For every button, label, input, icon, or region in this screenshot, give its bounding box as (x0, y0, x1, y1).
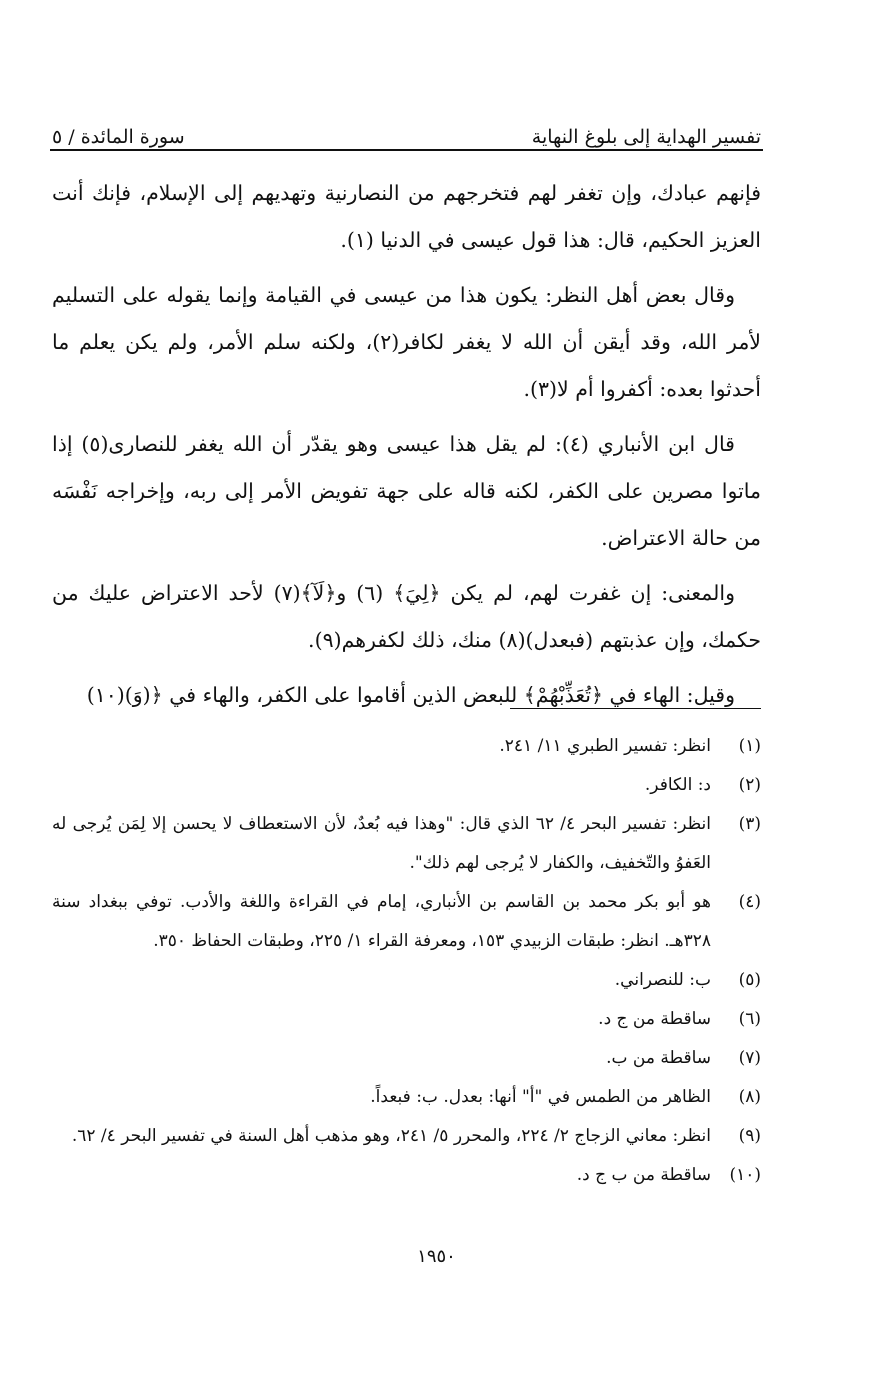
footnote-text: الظاهر من الطمس في "أ" أنها: بعدل. ب: فبعداً. (370, 1087, 711, 1107)
footnote (52, 766, 761, 805)
footnotes (52, 727, 761, 1195)
footnote-text: ساقطة من ب. (606, 1048, 711, 1068)
surah-label: سورة المائدة / ٥ (52, 126, 185, 148)
running-header (52, 108, 761, 148)
footnote-number: (٧) (738, 1048, 761, 1068)
footnote-text: هو أبو بكر محمد بن القاسم بن الأنباري، إمام في القراءة واللغة والأدب. توفي ببغداد سنة ٣٢٨هـ. انظر: طبقات الزبيدي ١٥٣، ومعرفة القراء ١/ ٢٢٥، وطبقات الحفاظ ٣٥٠. (52, 892, 711, 951)
footnote-text: انظر: تفسير البحر ٤/ ٦٢ الذي قال: "وهذا فيه بُعدٌ، لأن الاستعطاف لا يحسن إلا لِمَن يُرجى له العَفوُ والتّخفيف، والكفار لا يُرجى لهم ذلك". (52, 814, 712, 873)
footnote (52, 1117, 761, 1156)
main-text (52, 170, 761, 727)
footnote-text: انظر: تفسير الطبري ١١/ ٢٤١. (499, 736, 711, 756)
paragraph: والمعنى: إن غفرت لهم، لم يكن ﴿لِيَ﴾ (٦) و﴿لَآ﴾(٧) لأحد الاعتراض عليك من حكمك، وإن عذبتهم (فبعدل)(٨) منك، ذلك لكفرهم(٩). (52, 581, 761, 652)
footnote-separator (510, 708, 761, 709)
footnote-number: (٩) (738, 1126, 761, 1146)
footnote-number: (١) (738, 736, 761, 756)
header-rule (50, 149, 763, 151)
paragraph: وقيل: الهاء في ﴿تُعَذِّبْهُمْ﴾ للبعض الذين أقاموا على الكفر، والهاء في ﴿(وَ)(١٠) (86, 683, 735, 707)
paragraph: وقال بعض أهل النظر: يكون هذا من عيسى في القيامة وإنما يقوله على التسليم لأمر الله، وقد أيقن أن الله لا يغفر لكافر(٢)، ولكنه سلم الأمر، ولم يكن يعلم ما أحدثوا بعده: أكفروا أم لا(٣). (52, 283, 761, 401)
footnote (52, 961, 761, 1000)
page-number: ١٩٥٠ (417, 1246, 456, 1267)
footnote (52, 1078, 761, 1117)
footnote-text: انظر: معاني الزجاج ٢/ ٢٢٤، والمحرر ٥/ ٢٤١، وهو مذهب أهل السنة في تفسير البحر ٤/ ٦٢. (71, 1126, 711, 1146)
footnote (52, 727, 761, 766)
book-title: تفسير الهداية إلى بلوغ النهاية (531, 126, 761, 148)
footnote-text: ساقطة من ج د. (598, 1009, 711, 1029)
footnote-number: (٣) (738, 814, 761, 834)
footnote-number: (٤) (738, 892, 761, 912)
footnote (52, 883, 761, 961)
footnote-text: د: الكافر. (644, 775, 711, 795)
footnote (52, 1039, 761, 1078)
paragraph: قال ابن الأنباري (٤): لم يقل هذا عيسى وهو يقدّر أن الله يغفر للنصارى(٥) إذا ماتوا مصرين على الكفر، لكنه قاله على جهة تفويض الأمر إلى ربه، وإخراجه نَفْسَه من حالة الاعتراض. (52, 432, 761, 550)
footnote-number: (٦) (738, 1009, 761, 1029)
footnote (52, 805, 761, 883)
paragraph: فإنهم عبادك، وإن تغفر لهم فتخرجهم من النصارنية وتهديهم إلى الإسلام، فإنك أنت العزيز الحكيم، قال: هذا قول عيسى في الدنيا (١). (52, 181, 761, 252)
footnote-number: (١٠) (729, 1165, 761, 1185)
footnote-number: (٨) (738, 1087, 761, 1107)
footnote-number: (٥) (738, 970, 761, 990)
footnote (52, 1156, 761, 1195)
footnote-text: ب: للنصراني. (614, 970, 711, 990)
footnote-number: (٢) (738, 775, 761, 795)
footnote-text: ساقطة من ب ج د. (576, 1165, 711, 1185)
footnote (52, 1000, 761, 1039)
